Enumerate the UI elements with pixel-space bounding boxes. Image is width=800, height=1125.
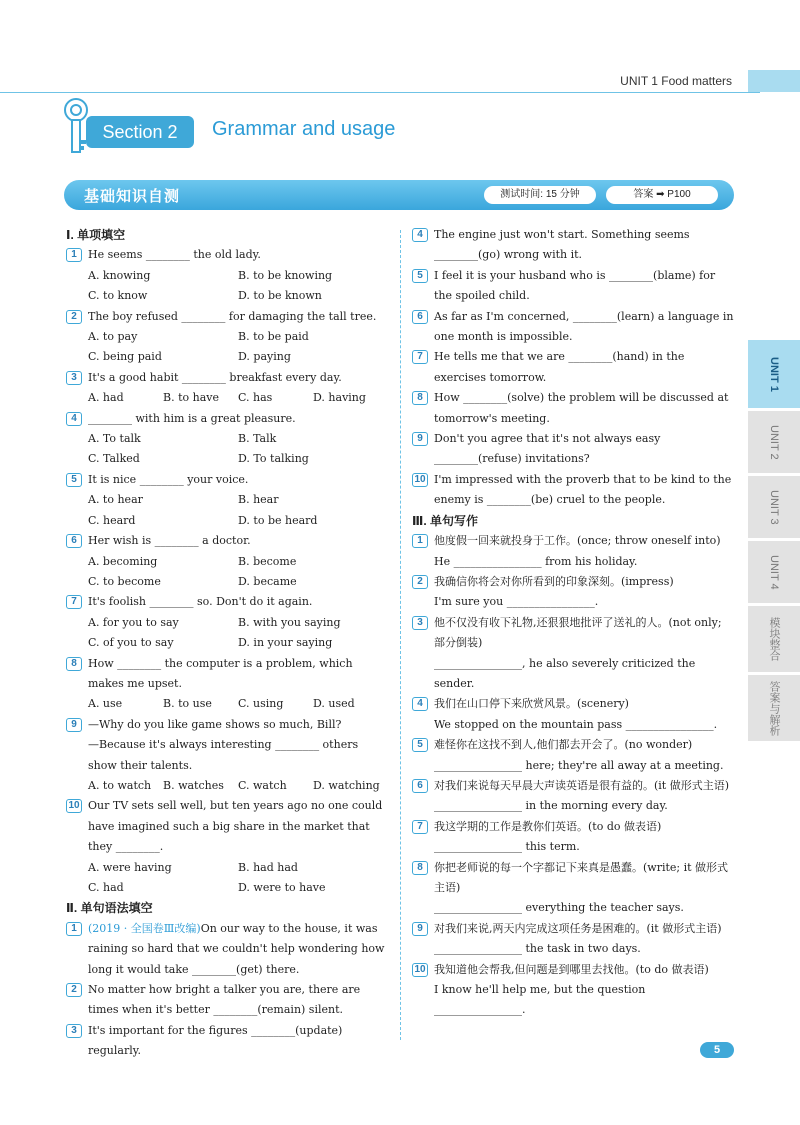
question-prompt: 我这学期的工作是教你们英语。(to do 做表语) [434, 819, 662, 833]
question-number: 6 [412, 310, 428, 324]
fill-question [412, 470, 734, 511]
header-rule [0, 92, 760, 93]
question-text: —Why do you like game shows so much, Bill? [88, 717, 342, 731]
tab-unit-2[interactable]: UNIT 2 [748, 411, 800, 473]
section-title: Grammar and usage [212, 118, 396, 140]
question-text: As far as I'm concerned, ________(learn) a language in one month is impossible. [434, 309, 734, 344]
question-number: 1 [412, 534, 428, 548]
option[interactable]: B. to be knowing [238, 268, 333, 282]
fill-question [412, 429, 734, 470]
translation-question [412, 919, 734, 939]
translation-question [412, 960, 734, 980]
option[interactable]: A. becoming [88, 554, 158, 568]
translation-question [412, 776, 734, 796]
options [66, 388, 388, 408]
mc-question [66, 470, 388, 490]
question-text: On our way to the house, it was raining so hard that we couldn't help wondering how long it would take ________(get) there. [88, 921, 385, 976]
question-prompt: 对我们来说每天早晨大声读英语是很有益的。(it 做形式主语) [434, 778, 730, 792]
option[interactable]: C. to know [88, 289, 148, 303]
question-prompt: 难怪你在这找不到人,他们都去开会了。(no wonder) [434, 738, 693, 752]
option[interactable]: A. To talk [88, 432, 141, 446]
mc-question [66, 531, 388, 551]
question-text: How ________(solve) the problem will be discussed at tomorrow's meeting. [434, 391, 729, 425]
page-number: 5 [700, 1042, 734, 1058]
right-column [412, 225, 734, 1021]
question-number: 6 [66, 534, 82, 548]
option[interactable]: B. watches [163, 778, 224, 792]
question-number: 6 [412, 779, 428, 793]
option[interactable]: D. watching [313, 778, 380, 792]
fill-question [66, 980, 388, 1021]
question-number: 7 [412, 350, 428, 364]
mc-question [66, 368, 388, 388]
option[interactable]: D. To talking [238, 452, 309, 466]
option[interactable]: D. in your saying [238, 636, 333, 650]
question-text: He seems ________ the old lady. [88, 248, 261, 262]
tab-unit-1[interactable]: UNIT 1 [748, 340, 800, 408]
quiz-banner [64, 180, 734, 210]
answer-line: ________________ in the morning every day. [434, 799, 668, 813]
question-number: 3 [66, 371, 82, 385]
option[interactable]: B. become [238, 554, 297, 568]
question-text: I'm impressed with the proverb that to be kind to the enemy is ________(be) cruel to the people. [434, 472, 732, 507]
question-text-cont: —Because it's always interesting ________ others show their talents. [88, 738, 359, 772]
question-prompt: 我知道他会帮我,但问题是到哪里去找他。(to do 做表语) [434, 962, 709, 976]
options [66, 511, 388, 531]
option[interactable]: C. to become [88, 574, 161, 588]
question-text: Don't you agree that it's not always easy ________(refuse) invitations? [434, 432, 661, 466]
test-time-tag: 测试时间: 15 分钟 [484, 186, 596, 204]
option[interactable]: A. for you to say [88, 615, 179, 629]
part3-heading: Ⅲ. 单句写作 [412, 513, 479, 528]
question-number: 5 [66, 473, 82, 487]
question-text: ________ with him is a great pleasure. [88, 411, 296, 425]
part1-heading: Ⅰ. 单项填空 [66, 228, 126, 242]
option[interactable]: C. Talked [88, 452, 140, 466]
question-number: 5 [412, 269, 428, 283]
tab-module-review[interactable]: 模块整合 [748, 606, 800, 672]
option[interactable]: A. were having [88, 860, 172, 874]
question-number: 1 [66, 922, 82, 936]
question-prompt: 你把老师说的每一个字都记下来真是愚蠢。(write; it 做形式主语) [434, 860, 729, 894]
translation-question [412, 694, 734, 714]
question-number: 10 [412, 473, 428, 487]
question-number: 9 [412, 432, 428, 446]
answer-line: He ________________ from his holiday. [434, 554, 638, 568]
question-number: 2 [412, 575, 428, 589]
question-number: 8 [412, 391, 428, 405]
question-prompt: 我确信你将会对你所看到的印象深刻。(impress) [434, 574, 674, 588]
option[interactable]: D. to be heard [238, 513, 318, 527]
question-number: 4 [66, 412, 82, 426]
header-corner-block [748, 70, 800, 92]
question-text: Her wish is ________ a doctor. [88, 534, 251, 548]
option[interactable]: D. became [238, 574, 297, 588]
question-number: 4 [412, 228, 428, 242]
options [66, 490, 388, 510]
running-header [0, 70, 800, 94]
question-text: It's foolish ________ so. Don't do it again. [88, 595, 313, 609]
mc-question [66, 715, 388, 735]
options [66, 266, 388, 286]
question-number: 3 [412, 616, 428, 630]
options [66, 552, 388, 572]
answer-line: ________________ the task in two days. [434, 942, 641, 956]
mc-question [66, 796, 388, 857]
question-prompt: 对我们来说,两天内完成这项任务是困难的。(it 做形式主语) [434, 921, 722, 935]
question-number: 5 [412, 738, 428, 752]
question-number: 10 [66, 799, 82, 813]
question-text: It is nice ________ your voice. [88, 472, 249, 486]
answer-line: ________________ here; they're all away at a meeting. [434, 758, 724, 772]
question-number: 2 [66, 310, 82, 324]
option[interactable]: D. were to have [238, 881, 326, 894]
question-source: (2019 · 全国卷Ⅲ改编) [88, 921, 201, 935]
options [66, 613, 388, 633]
answer-line: I know he'll help me, but the question ________________. [434, 983, 646, 1017]
option[interactable]: A. to hear [88, 493, 143, 507]
header-unit-label: UNIT 1 Food matters [620, 74, 732, 88]
question-text: It's important for the figures ________(update) regularly. [88, 1023, 343, 1058]
question-prompt: 他度假一回来就投身于工作。(once; throw oneself into) [434, 534, 721, 548]
option[interactable]: C. using [238, 697, 284, 711]
question-number: 8 [66, 657, 82, 671]
option[interactable]: C. has [238, 391, 273, 405]
options [66, 858, 388, 878]
answer-line: I'm sure you ________________. [434, 595, 599, 609]
option[interactable]: A. use [88, 697, 123, 711]
answer-page-link[interactable]: 答案 ➡ P100 [606, 186, 718, 204]
question-number: 9 [412, 922, 428, 936]
question-text: The engine just won't start. Something seems ________(go) wrong with it. [434, 228, 690, 262]
translation-question [412, 572, 734, 592]
option[interactable]: B. hear [238, 493, 279, 507]
tab-answers[interactable]: 答案与解析 [748, 675, 800, 741]
options [66, 286, 388, 306]
option[interactable]: C. of you to say [88, 636, 174, 650]
answer-line: ________________ everything the teacher says. [434, 901, 684, 915]
question-text: The boy refused ________ for damaging the tall tree. [88, 309, 377, 323]
question-number: 9 [66, 718, 82, 732]
answer-line: ________________, he also severely criticized the sender. [434, 656, 696, 690]
fill-question [412, 347, 734, 388]
options [66, 694, 388, 714]
option[interactable]: B. to be paid [238, 330, 309, 344]
option[interactable]: D. paying [238, 350, 291, 364]
tab-unit-3[interactable]: UNIT 3 [748, 476, 800, 538]
question-number: 1 [66, 248, 82, 262]
option[interactable]: A. to watch [88, 778, 152, 792]
translation-question [412, 858, 734, 899]
question-number: 10 [412, 963, 428, 977]
translation-question [412, 817, 734, 837]
section-label: Section 2 [86, 116, 194, 148]
banner-title: 基础知识自测 [84, 188, 181, 205]
left-column [66, 225, 388, 1062]
mc-question [66, 245, 388, 265]
translation-question [412, 735, 734, 755]
question-number: 8 [412, 861, 428, 875]
option[interactable]: C. watch [238, 778, 287, 792]
question-text: It's a good habit ________ breakfast every day. [88, 370, 342, 384]
question-text: I feel it is your husband who is ________(blame) for the spoiled child. [434, 268, 716, 303]
fill-question [66, 1021, 388, 1062]
question-number: 7 [66, 595, 82, 609]
question-prompt: 我们在山口停下来欣赏风景。(scenery) [434, 697, 629, 711]
fill-question [412, 307, 734, 348]
part2-heading: Ⅱ. 单句语法填空 [66, 901, 153, 916]
option[interactable]: B. to have [163, 391, 219, 405]
question-text: He tells me that we are ________(hand) in the exercises tomorrow. [434, 350, 685, 384]
option[interactable]: B. had had [238, 860, 298, 874]
mc-question [66, 592, 388, 612]
option[interactable]: C. being paid [88, 350, 162, 364]
option[interactable]: D. used [313, 697, 355, 711]
answer-line: We stopped on the mountain pass ________________. [434, 717, 718, 731]
question-text: How ________ the computer is a problem, which makes me upset. [88, 656, 353, 690]
option[interactable]: B. to use [163, 697, 212, 711]
mc-question [66, 654, 388, 695]
options [66, 347, 388, 367]
answer-line: ________________ this term. [434, 840, 580, 854]
options [66, 878, 388, 898]
fill-question [412, 266, 734, 307]
question-number: 4 [412, 697, 428, 711]
option[interactable]: B. Talk [238, 432, 277, 446]
mc-question [66, 307, 388, 327]
question-prompt: 他不仅没有收下礼物,还狠狠地批评了送礼的人。(not only; 部分倒装) [434, 615, 722, 650]
option[interactable]: C. had [88, 881, 124, 894]
options [66, 429, 388, 449]
options [66, 633, 388, 653]
option[interactable]: A. knowing [88, 268, 151, 282]
options [66, 327, 388, 347]
option[interactable]: A. had [88, 391, 124, 405]
question-text: Our TV sets sell well, but ten years ago no one could have imagined such a big share in the market that they ________. [88, 799, 383, 854]
fill-question [412, 388, 734, 429]
option[interactable]: B. with you saying [238, 615, 341, 629]
options [66, 449, 388, 469]
option[interactable]: D. having [313, 391, 366, 405]
translation-question [412, 531, 734, 551]
option[interactable]: D. to be known [238, 289, 322, 303]
option[interactable]: A. to pay [88, 330, 138, 344]
option[interactable]: C. heard [88, 513, 136, 527]
tab-unit-4[interactable]: UNIT 4 [748, 541, 800, 603]
question-number: 3 [66, 1024, 82, 1038]
fill-question [66, 919, 388, 980]
question-text: No matter how bright a talker you are, there are times when it's better ________(remain) silent. [88, 983, 361, 1017]
translation-question [412, 613, 734, 654]
column-divider [400, 230, 401, 1040]
question-number: 7 [412, 820, 428, 834]
mc-question [66, 409, 388, 429]
fill-question [412, 225, 734, 266]
question-number: 2 [66, 983, 82, 997]
options [66, 776, 388, 796]
options [66, 572, 388, 592]
